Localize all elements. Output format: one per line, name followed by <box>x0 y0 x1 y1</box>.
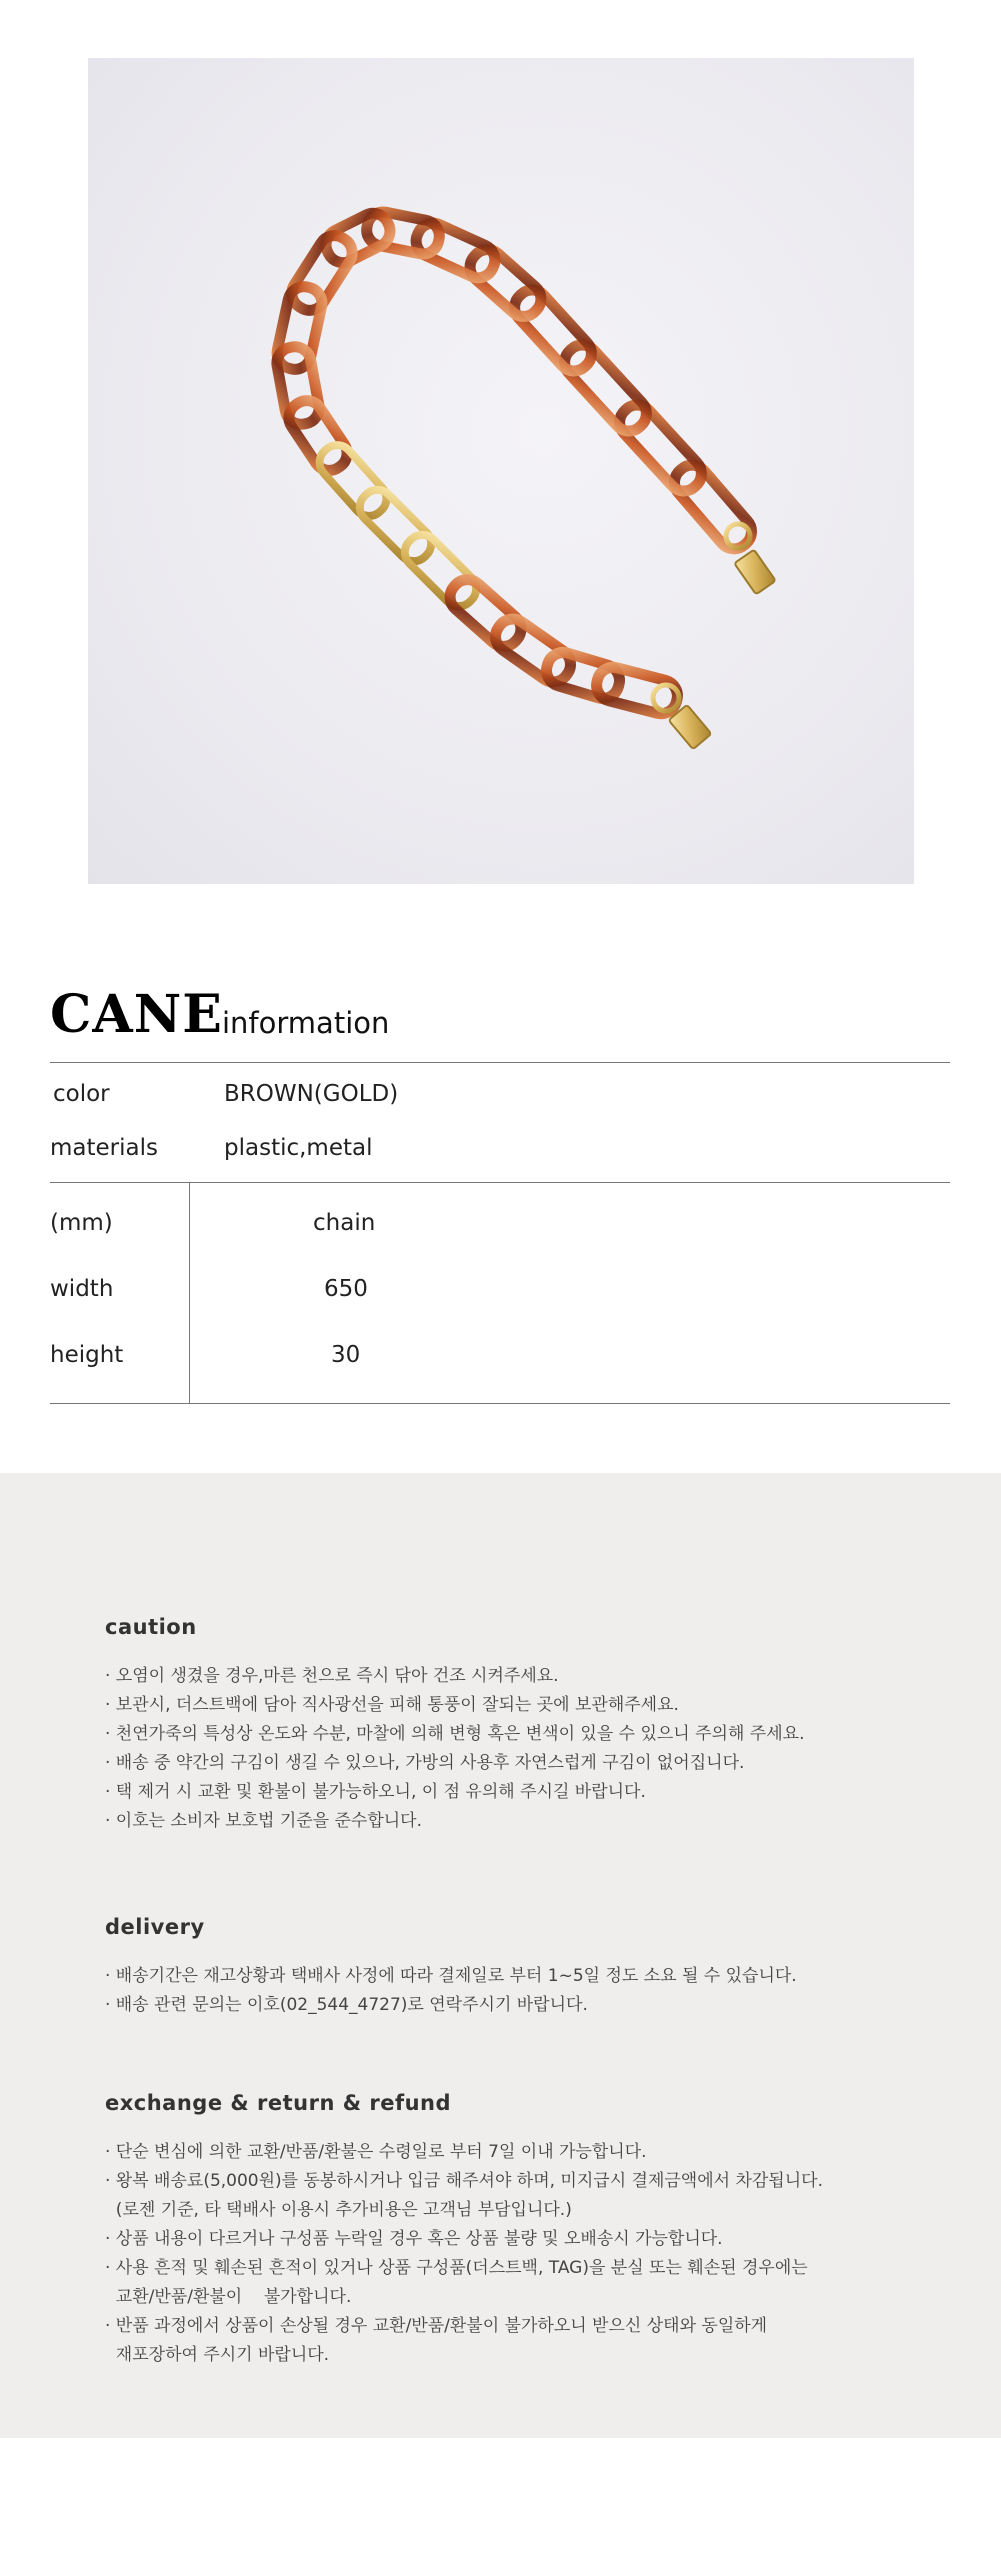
chain-strap-illustration <box>88 58 914 884</box>
chain-links <box>274 208 758 717</box>
exchange-line: · 상품 내용이 다르거나 구성품 누락일 경우 혹은 상품 불량 및 오배송시 가능합니다. <box>105 2229 723 2249</box>
tortoise-link <box>668 459 758 556</box>
tortoise-link <box>558 338 653 437</box>
delivery-title: delivery <box>105 1915 205 1939</box>
exchange-line: · 단순 변심에 의한 교환/반품/환불은 수령일로 부터 7일 이내 가능합니다. <box>105 2142 647 2162</box>
tortoise-link <box>443 573 527 653</box>
width-label: width <box>50 1276 114 1302</box>
materials-label: materials <box>50 1135 158 1161</box>
info-heading-label: information <box>222 1006 390 1040</box>
height-value: 30 <box>331 1342 361 1368</box>
table-mid-rule <box>50 1182 950 1183</box>
caution-line: · 이호는 소비자 보호법 기준을 준수합니다. <box>105 1811 423 1831</box>
gold-link <box>353 483 438 568</box>
caution-line: · 보관시, 더스트백에 담아 직사광선을 피해 통풍이 잘되는 곳에 보관해주세요. <box>105 1695 679 1715</box>
materials-value: plastic,metal <box>224 1135 373 1161</box>
brand-logo: CANE <box>50 984 223 1045</box>
tortoise-link <box>613 398 708 497</box>
unit-label: (mm) <box>50 1210 113 1236</box>
caution-line: · 오염이 생겼을 경우,마른 천으로 즉시 닦아 건조 시켜주세요. <box>105 1666 559 1686</box>
exchange-line: (로젠 기준, 타 택배사 이용시 추가비용은 고객님 부담입니다.) <box>105 2200 572 2220</box>
color-value: BROWN(GOLD) <box>224 1081 399 1107</box>
tortoise-link <box>508 283 598 377</box>
width-value: 650 <box>324 1276 368 1302</box>
unit-value: chain <box>313 1210 376 1236</box>
caution-line: · 배송 중 약간의 구김이 생길 수 있으나, 가방의 사용후 자연스럽게 구김이 없어집니다. <box>105 1753 745 1773</box>
gold-link <box>313 438 393 522</box>
gold-link <box>398 528 483 613</box>
exchange-title: exchange & return & refund <box>105 2091 452 2115</box>
caution-line: · 택 제거 시 교환 및 환불이 불가능하오니, 이 점 유의해 주시길 바랍니다. <box>105 1782 646 1802</box>
table-bottom-rule <box>50 1403 950 1404</box>
notice-section <box>0 1473 1001 2438</box>
exchange-line: · 왕복 배송료(5,000원)를 동봉하시거나 입금 해주셔야 하며, 미지급시 결제금액에서 차감됩니다. <box>105 2171 823 2191</box>
tortoise-link <box>274 344 321 427</box>
color-label: color <box>53 1081 110 1107</box>
product-photo <box>88 58 914 884</box>
exchange-line: 재포장하여 주시기 바랍니다. <box>105 2345 330 2365</box>
table-top-rule <box>50 1062 950 1063</box>
exchange-line: · 반품 과정에서 상품이 손상될 경우 교환/반품/환불이 불가하오니 받으신 상태와 동일하게 <box>105 2316 768 2336</box>
height-label: height <box>50 1342 124 1368</box>
caution-line: · 천연가죽의 특성상 온도와 수분, 마찰에 의해 변형 혹은 변색이 있을 수 있으니 주의해 주세요. <box>105 1724 805 1744</box>
delivery-line: · 배송 관련 문의는 이호(02_544_4727)로 연락주시기 바랍니다. <box>105 1995 588 2015</box>
tortoise-link <box>543 649 624 703</box>
clasp-right <box>726 524 776 594</box>
exchange-line: · 사용 흔적 및 훼손된 흔적이 있거나 상품 구성품(더스트백, TAG)을 분실 또는 훼손된 경우에는 <box>105 2258 808 2278</box>
table-column-divider <box>189 1182 190 1403</box>
caution-title: caution <box>105 1615 197 1639</box>
delivery-line: · 배송기간은 재고상황과 택배사 사정에 따라 결제일로 부터 1~5일 정도 소요 될 수 있습니다. <box>105 1966 797 1986</box>
exchange-line: 교환/반품/환불이 불가합니다. <box>105 2287 352 2307</box>
